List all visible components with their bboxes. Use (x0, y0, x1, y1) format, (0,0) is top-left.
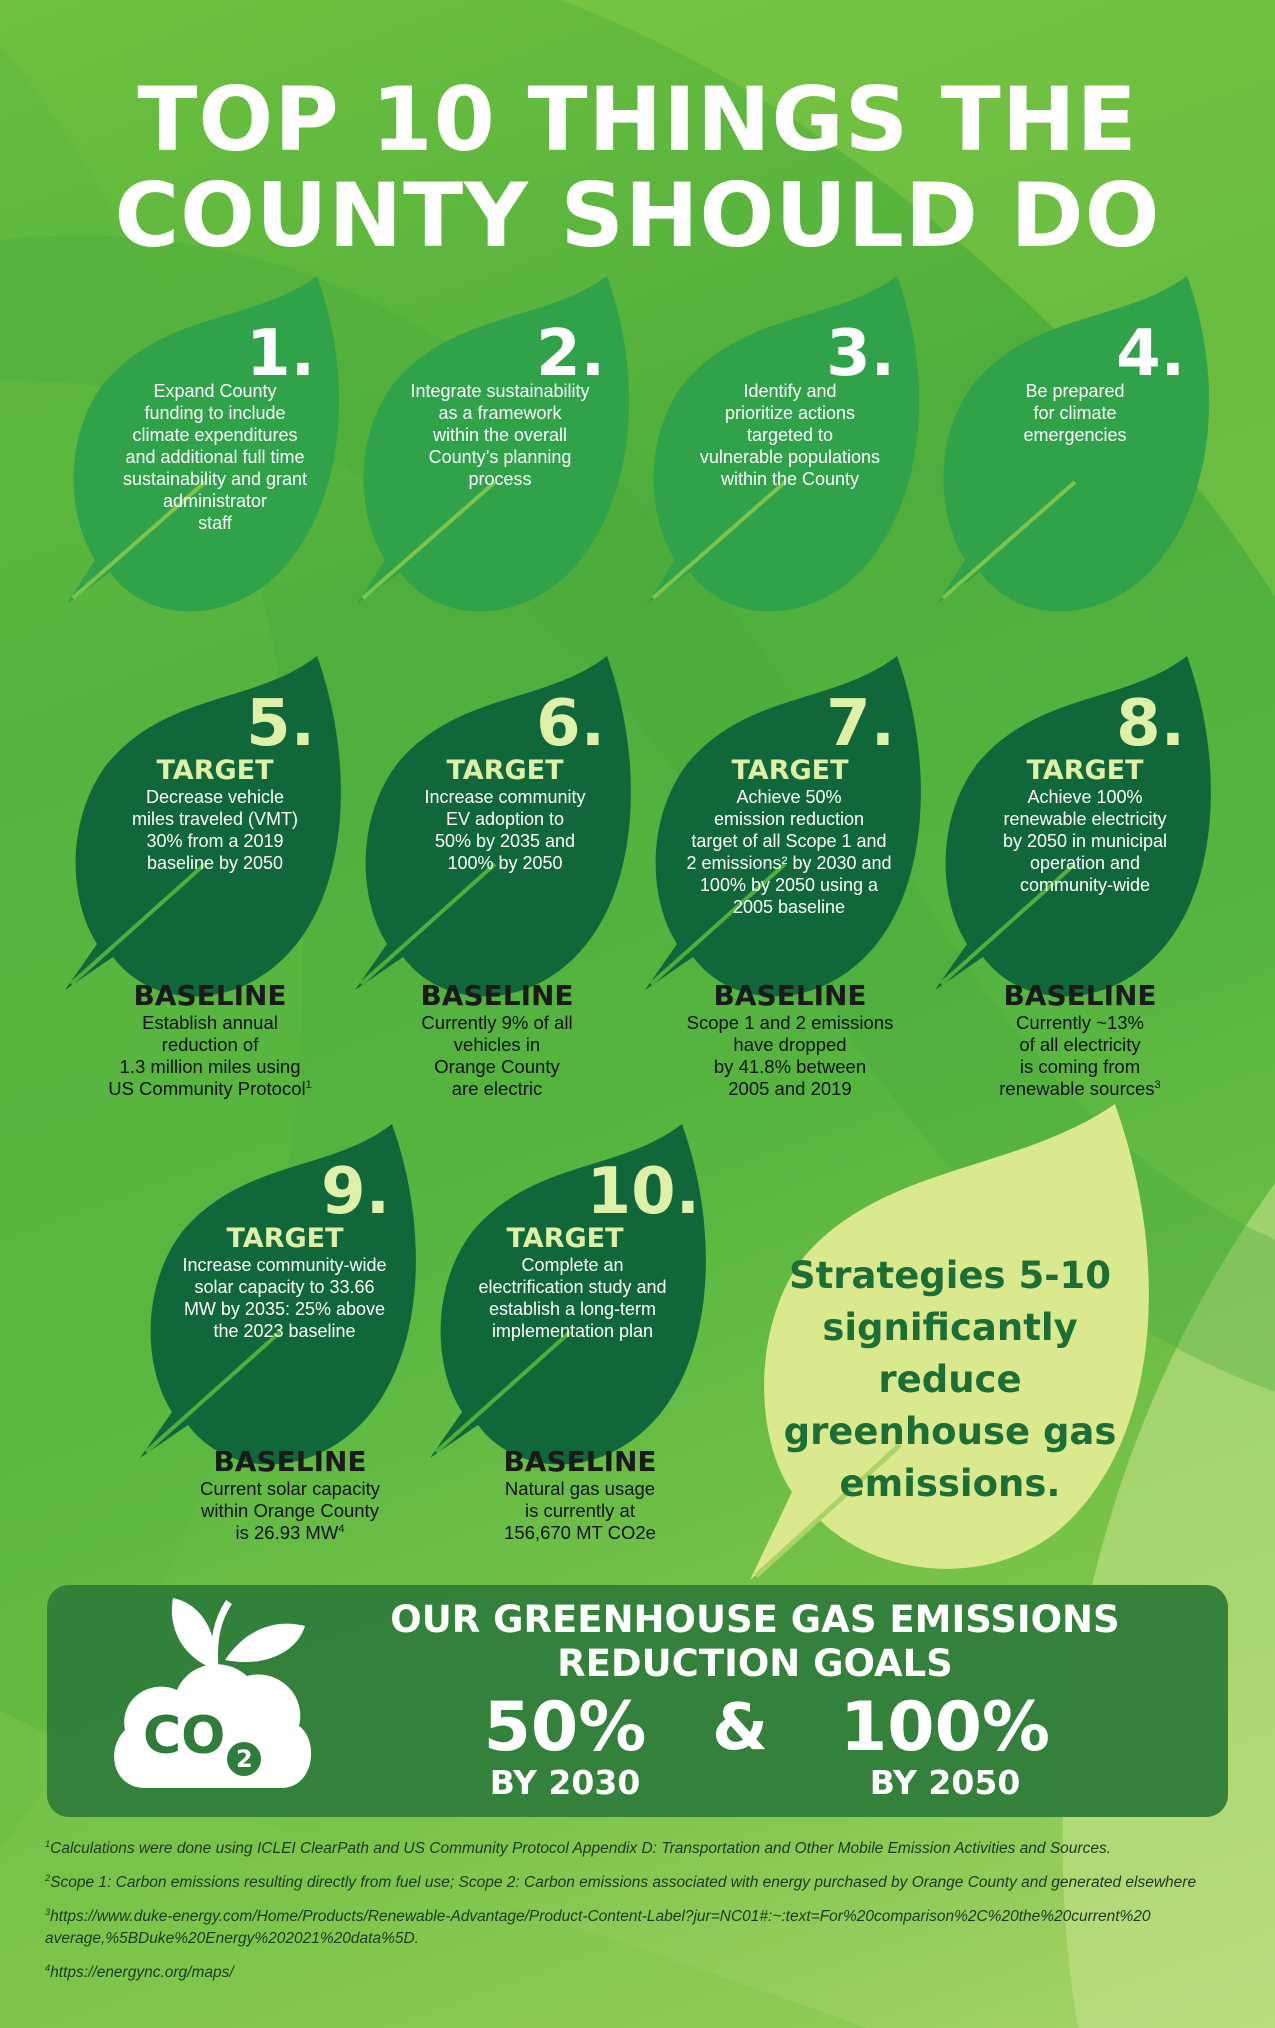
footnote-1: $^1$Calculations were done using ICLEI ClearPath and US Community Protocol Appendix D: Transportation and Other Mobile Emission Activities and Sources. (45, 1838, 1111, 1857)
target-description: Achieve 50% emission reduction target of all Scope 1 and 2 emissions² by 2030 and 100% by 2050 using a 2005 baseline (686, 787, 892, 917)
leaf-item-5 (55, 652, 345, 997)
footnote-ref: 1 (305, 1078, 312, 1091)
target-label: TARGET (226, 1223, 344, 1254)
baseline-item-9 (160, 1446, 420, 1544)
target-description: Increase community-wide solar capacity to 33.66 MW by 2035: 25% above the 2023 baseline (182, 1255, 387, 1341)
target-description: Increase community EV adoption to 50% by 2035 and 100% by 2050 (424, 787, 586, 873)
goal-2050 (800, 1688, 1090, 1802)
target-label: TARGET (156, 755, 274, 786)
item-number: 3. (826, 317, 895, 391)
baseline-description: Current solar capacity within Orange County is 26.93 $MW^4$ (200, 1478, 380, 1543)
item-description: Identify and prioritize actions targeted to vulnerable populations within the County (699, 381, 881, 489)
target-description: Decrease vehicle miles traveled (VMT) 30% from a 2019 baseline by 2050 (131, 787, 299, 873)
baseline-label: BASELINE (213, 1445, 367, 1478)
strategy-statement: Strategies 5-10 significantly reduce greenhouse gas emissions. (783, 1254, 1117, 1505)
title-line-2: COUNTY SHOULD DO (114, 164, 1161, 267)
baseline-description: Currently ~13% of all electricity is coming from renewable sources$^3$ (999, 1012, 1161, 1099)
goals-title: OUR GREENHOUSE GAS EMISSIONS REDUCTION GOALS (390, 1598, 1120, 1685)
baseline-item-7 (655, 980, 925, 1100)
footnote-ref: 4 (338, 1522, 345, 1535)
goal-2050-percent: 100% (839, 1688, 1051, 1767)
baseline-description: Establish annual reduction of 1.3 million miles using US Community Protocol$^1$ (108, 1012, 312, 1099)
title-line-1: TOP 10 THINGS THE (137, 68, 1138, 171)
item-number: 5. (246, 687, 315, 761)
leaf-item-8 (925, 652, 1215, 997)
item-number: 6. (536, 687, 605, 761)
baseline-item-10 (460, 1446, 700, 1544)
baseline-item-5 (75, 980, 345, 1100)
strategy-leaf (730, 1100, 1150, 1600)
baseline-description: Natural gas usage is currently at 156,670 MT CO2e (504, 1478, 656, 1543)
item-number: 9. (321, 1155, 390, 1229)
item-description: Be prepared for climate emergencies (1023, 381, 1127, 445)
baseline-description: Currently 9% of all vehicles in Orange County are electric (421, 1012, 573, 1099)
target-label: TARGET (1026, 755, 1144, 786)
leaf-item-10 (420, 1120, 710, 1465)
item-number: 1. (246, 317, 315, 391)
goal-2030 (440, 1688, 690, 1802)
goal-2030-percent: 50% (483, 1688, 647, 1767)
item-number: 4. (1116, 317, 1185, 391)
leaf-item-1 (55, 272, 345, 612)
target-label: TARGET (731, 755, 849, 786)
baseline-label: BASELINE (503, 1445, 657, 1478)
baseline-label: BASELINE (1003, 979, 1157, 1012)
target-description: Achieve 100% renewable electricity by 2050 in municipal operation and community-wide (1002, 787, 1168, 895)
page-title (0, 68, 1275, 267)
leaf-item-7 (635, 652, 925, 997)
leaf-item-4 (925, 272, 1215, 612)
baseline-label: BASELINE (713, 979, 867, 1012)
item-description: Integrate sustainability as a framework within the overall County’s planning process (410, 381, 590, 489)
co2-cloud-icon (105, 1590, 320, 1800)
leaf-item-9 (130, 1120, 420, 1465)
baseline-label: BASELINE (420, 979, 574, 1012)
goal-2030-year: BY 2030 (489, 1763, 641, 1802)
item-number: 2. (536, 317, 605, 391)
baseline-item-8 (955, 980, 1205, 1100)
item-number: 8. (1116, 687, 1185, 761)
ampersand: & (712, 1691, 768, 1765)
goal-2050-year: BY 2050 (869, 1763, 1021, 1802)
baseline-description: Scope 1 and 2 emissions have dropped by 41.8% between 2005 and 2019 (686, 1012, 894, 1099)
target-description: Complete an electrification study and establish a long-term implementation plan (478, 1255, 667, 1341)
footnote-2: $^2$Scope 1: Carbon emissions resulting directly from fuel use; Scope 2: Carbon emissions associated with energy purchased by Orange County and generated elsewhere (45, 1872, 1197, 1891)
target-label: TARGET (506, 1223, 624, 1254)
footnote-ref: 3 (1154, 1078, 1161, 1091)
leaf-item-3 (635, 272, 925, 612)
leaf-item-2 (345, 272, 635, 612)
footnote-4: $^4$https://energync.org/maps/ (45, 1962, 234, 1981)
baseline-item-6 (372, 980, 622, 1100)
co2-label: CO 2 (143, 1708, 261, 1776)
footnote-3: $^3$https://www.duke-energy.com/Home/Products/Renewable-Advantage/Product-Content-Label?jur=NC01#:~:text=For%20comparison%2C%20the%20current%20 average,%5BDuke%20Energy%202021%20data%5D. (45, 1906, 1151, 1947)
baseline-label: BASELINE (133, 979, 287, 1012)
item-number: 7. (826, 687, 895, 761)
item-description: Expand County funding to include climate expenditures and additional full time sustainability and grant administrator staff (122, 381, 308, 533)
item-number: 10. (586, 1155, 700, 1229)
leaf-item-6 (345, 652, 635, 997)
target-label: TARGET (446, 755, 564, 786)
